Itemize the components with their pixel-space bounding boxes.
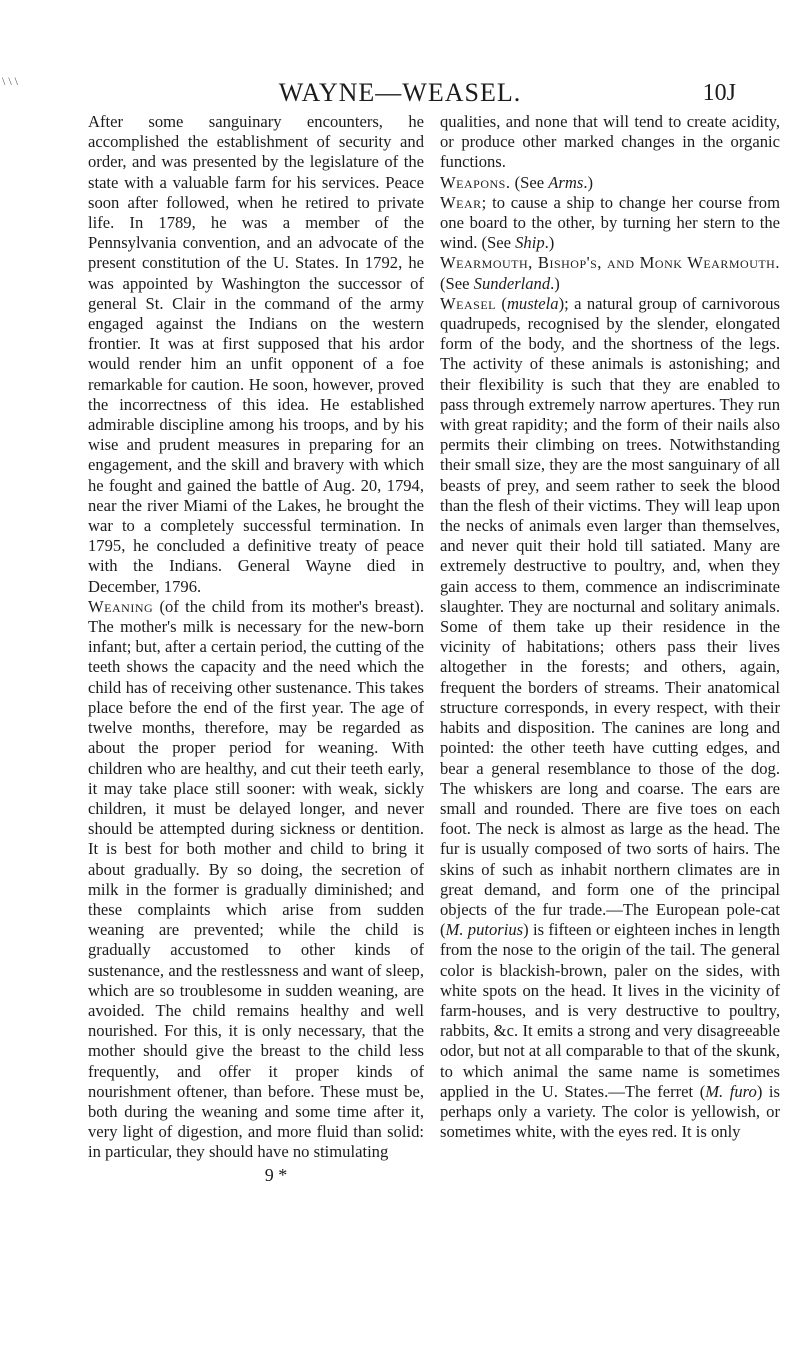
wear-cross-reference: Ship: [515, 233, 545, 253]
weasel-latin-name: mustela: [506, 293, 559, 313]
wearmouth-cross-reference: Sunderland: [473, 273, 551, 293]
weasel-text-2: ) is fifteen or eighteen inches in length from the nose to the origin of the tail. The general color is blackish-brown, paler on the sides, with white spots on the head. It lives in the vicinity of farm-houses, and is very destructive to poultry, rabbits, &c. It emits a strong and very disagreeable odor, but not at all comparable to that of the skunk, to which animal the same name is sometimes applied in the U. States.—The ferret (: [440, 920, 780, 1101]
polecat-latin-name: M. putorius: [445, 920, 524, 940]
wearmouth-close: .): [550, 273, 560, 293]
weapons-headword: Weapons.: [440, 172, 511, 192]
weasel-headword: Weasel: [440, 293, 496, 313]
weapons-see: (See: [510, 172, 549, 192]
folio-signature: 9 *: [264, 1164, 288, 1185]
wayne-entry-text: After some sanguinary encounters, he accomplished the establishment of security and order, and was presented by the legislature of the state with a valuable farm for his services. Peace soon after followed, when he retired to private life. In 1789, he was a member of the Pennsylvania convention, and an advocate of the present constitution of the U. States. In 1792, he was appointed by Washington the successor of general St. Clair in the command of the army engaged against the Indians on the western frontier. It was at first supposed that his ardor would render him an unfit opponent of a foe remarkable for caution. He soon, however, proved the incorrectness of this idea. He established admirable discipline among his troops, and by his wise and prudent measures in preparing for an engagement, and the skill and bravery with which he fought and gained the battle of Aug. 20, 1794, near the river Miami of the Lakes, he brought the war to a completely successful termination. In 1795, he concluded a definitive treaty of peace with the Indians. General Wayne died in December, 1796.: [88, 112, 424, 596]
weaning-text: (of the child from its mother's breast). The mother's milk is necessary for the new-born infant; but, after a certain period, the cutting of the teeth shows the capacity and the need which the child has of receiving other sustenance. This takes place before the end of the first year. The age of twelve months, therefore, may be regarded as about the proper period for weaning. With children who are healthy, and cut their teeth early, it may take place still sooner: with weak, sickly children, it must be delayed longer, and never should be attempted during sickness or dentition. It is best for both mother and child to bring it about gradually. By so doing, the secretion of milk in the former is gradually diminished; and these complaints which arise from sudden weaning are prevented; while the child is gradually accustomed to other kinds of sustenance, and the restlessness and want of sleep, which are so troublesome in sudden weaning, are avoided. The child remains healthy and well nourished. For this, it is only necessary, that the mother should give the breast to the child less frequently, and offer it proper kinds of nourishment oftener, than before. These must be, both during the weaning and some time after it, very light of digestion, and more fluid than solid: in particular, they should have no stimulating: [88, 596, 424, 1162]
weaning-entry: [88, 597, 424, 1163]
weapons-cross-reference: Arms: [548, 172, 584, 192]
wearmouth-entry: [440, 253, 780, 293]
wear-text: ; to cause a ship to change her course from one board to the other, by turning her stern to the wind. (See: [440, 192, 780, 253]
right-column: [440, 112, 780, 1142]
wear-entry: [440, 193, 780, 254]
weapons-close: .): [583, 172, 594, 192]
weasel-text-3: ) is perhaps only a variety. The color is yellowish, or sometimes white, with the eyes red. It is only: [440, 1081, 780, 1142]
weasel-paren: (: [496, 293, 507, 313]
weasel-text-1: ); a natural group of carnivorous quadrupeds, recognised by the slender, elongated form of the body, and the shortness of the legs. The activity of these animals is astonishing; and their flexibility is such that they are enabled to pass through extremely narrow apertures. They run with great rapidity; and the form of their nails also permits their climbing on trees. Notwithstanding their small size, they are the most sanguinary of all beasts of prey, and seem rather to seek the blood than the flesh of their victims. They will leap upon the necks of animals even larger than themselves, and never quit their hold till satiated. Many are extremely destructive to poultry, and, when they gain access to them, commence an indiscriminate slaughter. They are nocturnal and solitary animals. Some of them take up their residence in the vicinity of habitations; others pass their lives altogether in the forests; and others, again, frequent the borders of streams. Their anatomical structure corresponds, in every respect, with their habits and disposition. The canines are long and pointed: the other teeth have cutting edges, and bear a general resemblance to those of the dog. The whiskers are long and coarse. The ears are small and rounded. There are five toes on each foot. The neck is almost as large as the head. The fur is usually composed of two sorts of hairs. The skins of such as inhabit northern climates are in great demand, and form one of the principal objects of the fur trade.—The European pole-cat (: [440, 293, 780, 940]
margin-mark: \ \ \: [2, 74, 19, 88]
wearmouth-headword: Wearmouth, Bishop's, and Monk Wearmouth.: [440, 253, 780, 273]
running-head: WAYNE—WEASEL.: [278, 78, 522, 107]
left-column: [88, 112, 424, 1185]
ferret-latin-name: M. furo: [705, 1081, 757, 1101]
weapons-entry: [440, 173, 780, 193]
weaning-continued-text: qualities, and none that will tend to create acidity, or produce other marked changes in the organic functions.: [440, 112, 780, 172]
wear-headword: Wear: [440, 192, 482, 212]
page-number: 10J: [702, 80, 736, 106]
weasel-entry: [440, 294, 780, 1143]
page-header: [0, 68, 800, 108]
wear-close: .): [544, 233, 555, 253]
weaning-headword: Weaning: [88, 596, 154, 616]
wearmouth-see: (See: [440, 273, 474, 293]
